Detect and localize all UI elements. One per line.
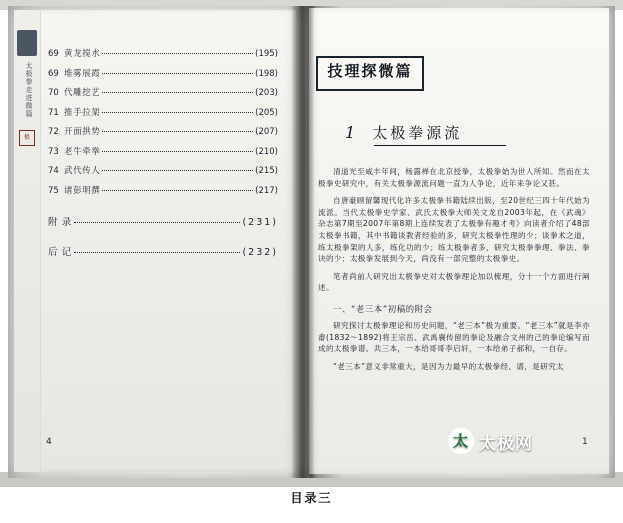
image-caption: 目录三 [290, 491, 333, 505]
toc-entry-page: (198) [255, 68, 278, 79]
toc-entry-page: (217) [255, 185, 278, 196]
toc-entry-title: 代雕挖艺 [64, 88, 101, 98]
book-spine-shadow [292, 6, 314, 478]
toc-entry [48, 126, 278, 138]
toc-section-title: 附 录 [48, 217, 72, 228]
toc-leader-dots [102, 124, 253, 132]
toc-entry-title: 老牛牵拳 [64, 146, 101, 157]
toc-entry-page: (195) [255, 49, 278, 59]
toc-entry-page: (215) [255, 166, 278, 176]
section-heading-underline [374, 145, 506, 146]
section-number: 1 [345, 123, 359, 142]
seal-icon [17, 30, 37, 56]
toc-entry [48, 185, 278, 197]
toc-entry-page: (207) [255, 127, 278, 137]
secondary-seal-icon: 极 [19, 130, 35, 146]
toc-leader-dots [102, 85, 253, 93]
toc-entry [48, 146, 278, 158]
toc-entry-number: 75 [48, 185, 59, 196]
toc-entry-title: 开面拱势 [64, 127, 101, 137]
section-heading [345, 122, 585, 143]
paragraph: 笔者尚前人研究出太极拳史对太极拳理论加以梳理，分十一个方面进行阐述。 [318, 271, 590, 293]
paragraph: “老三本”意义非常重大，是因为力最早的太极拳经、谱，是研究太 [333, 361, 564, 371]
toc-entry [48, 87, 278, 99]
subheading: 一、“老三本”初稿的附会 [333, 303, 433, 314]
toc-entry-page: (205) [255, 107, 278, 118]
chapter-title: 技理探微篇 [327, 62, 413, 80]
toc-entry-title: 推手拉架 [64, 107, 101, 118]
left-page-folio: 4 [46, 437, 52, 447]
toc-entry-number: 72 [48, 127, 59, 137]
toc-leader-dots [102, 163, 253, 171]
toc-entry-number: 71 [48, 107, 59, 118]
toc-leader-dots [74, 245, 241, 253]
watermark-logo-icon: 太 [448, 428, 474, 454]
book-spine-decoration [14, 10, 41, 472]
page-body-text [318, 166, 590, 378]
toc-leader-dots [102, 144, 253, 152]
toc-entry [48, 107, 278, 119]
toc-entry-number: 70 [48, 88, 59, 98]
toc-entry-number: 69 [48, 49, 59, 59]
toc-entry [48, 165, 278, 177]
site-watermark [448, 428, 533, 454]
toc-entry [48, 48, 278, 60]
toc-section-appendix [48, 214, 278, 228]
chapter-title-box [316, 56, 424, 91]
toc-entry [48, 68, 278, 80]
toc-leader-dots [102, 105, 253, 113]
toc-entry-page: (203) [255, 88, 278, 98]
toc-section-page: (231) [242, 217, 278, 228]
toc-leader-dots [102, 66, 253, 74]
watermark-text: 太极网 [479, 433, 533, 454]
section-heading-text: 太极拳源流 [372, 124, 463, 142]
toc-leader-dots [102, 46, 253, 54]
toc-leader-dots [102, 183, 253, 191]
paragraph: 清道光至咸丰年间，杨露禅在北京授拳，太极拳始为世人所知。然而在太极拳史研究中，有关太极拳源流问题一直为人争论，近年来争论又甚。 [318, 167, 590, 188]
toc-entry-page: (210) [255, 146, 278, 157]
toc-section-postscript [48, 244, 278, 258]
toc-entry-number: 73 [48, 146, 59, 157]
right-page-folio: 1 [582, 437, 588, 447]
toc-entry-title: 黄龙搅水 [64, 49, 101, 59]
paragraph: 研究探讨太极拳理论和历史问题，“老三本”极为重要。“老三本”就是李亦畬(1832～1892)将王宗岳、武禹襄传留的拳论及融合文州的己的拳论编写而成的太极拳谱。共三本，一本给哥哥李启轩，一本给弟子郝和，一自存。 [318, 320, 590, 354]
paragraph: 自唐豪顾留馨现代化许多太极拳书籍陆续出版，至20世纪三四十年代始为流派。当代太极拳史学家、武氏太极拳大师关文龙自2003年起，在《武魂》杂志第7期至2007年第8期上连续发表了太极拳有趣才考》向读者介绍了48部太极拳书籍，其中书籍谈教者经验的多，研究太极拳性理的少；谈拳术之道，练太极拳架的人多，练化功的少；练太极拳者多，研究太极拳拳理、拳法、拳诀的少；太极拳发展到今天，尚没有一部完整的太极拳史。 [318, 196, 590, 264]
table-of-contents [48, 48, 278, 204]
toc-section-title: 后 记 [48, 247, 72, 258]
toc-entry-title: 堆雾展霞 [64, 68, 101, 79]
toc-entry-title: 诸彭明撰 [64, 185, 101, 196]
toc-leader-dots [74, 215, 241, 223]
spine-vertical-title: 太极拳走进微篇 [25, 62, 33, 118]
toc-entry-number: 69 [48, 68, 59, 79]
toc-section-page: (232) [242, 247, 278, 258]
toc-entry-title: 武代传人 [64, 166, 101, 176]
toc-entry-number: 74 [48, 166, 59, 176]
